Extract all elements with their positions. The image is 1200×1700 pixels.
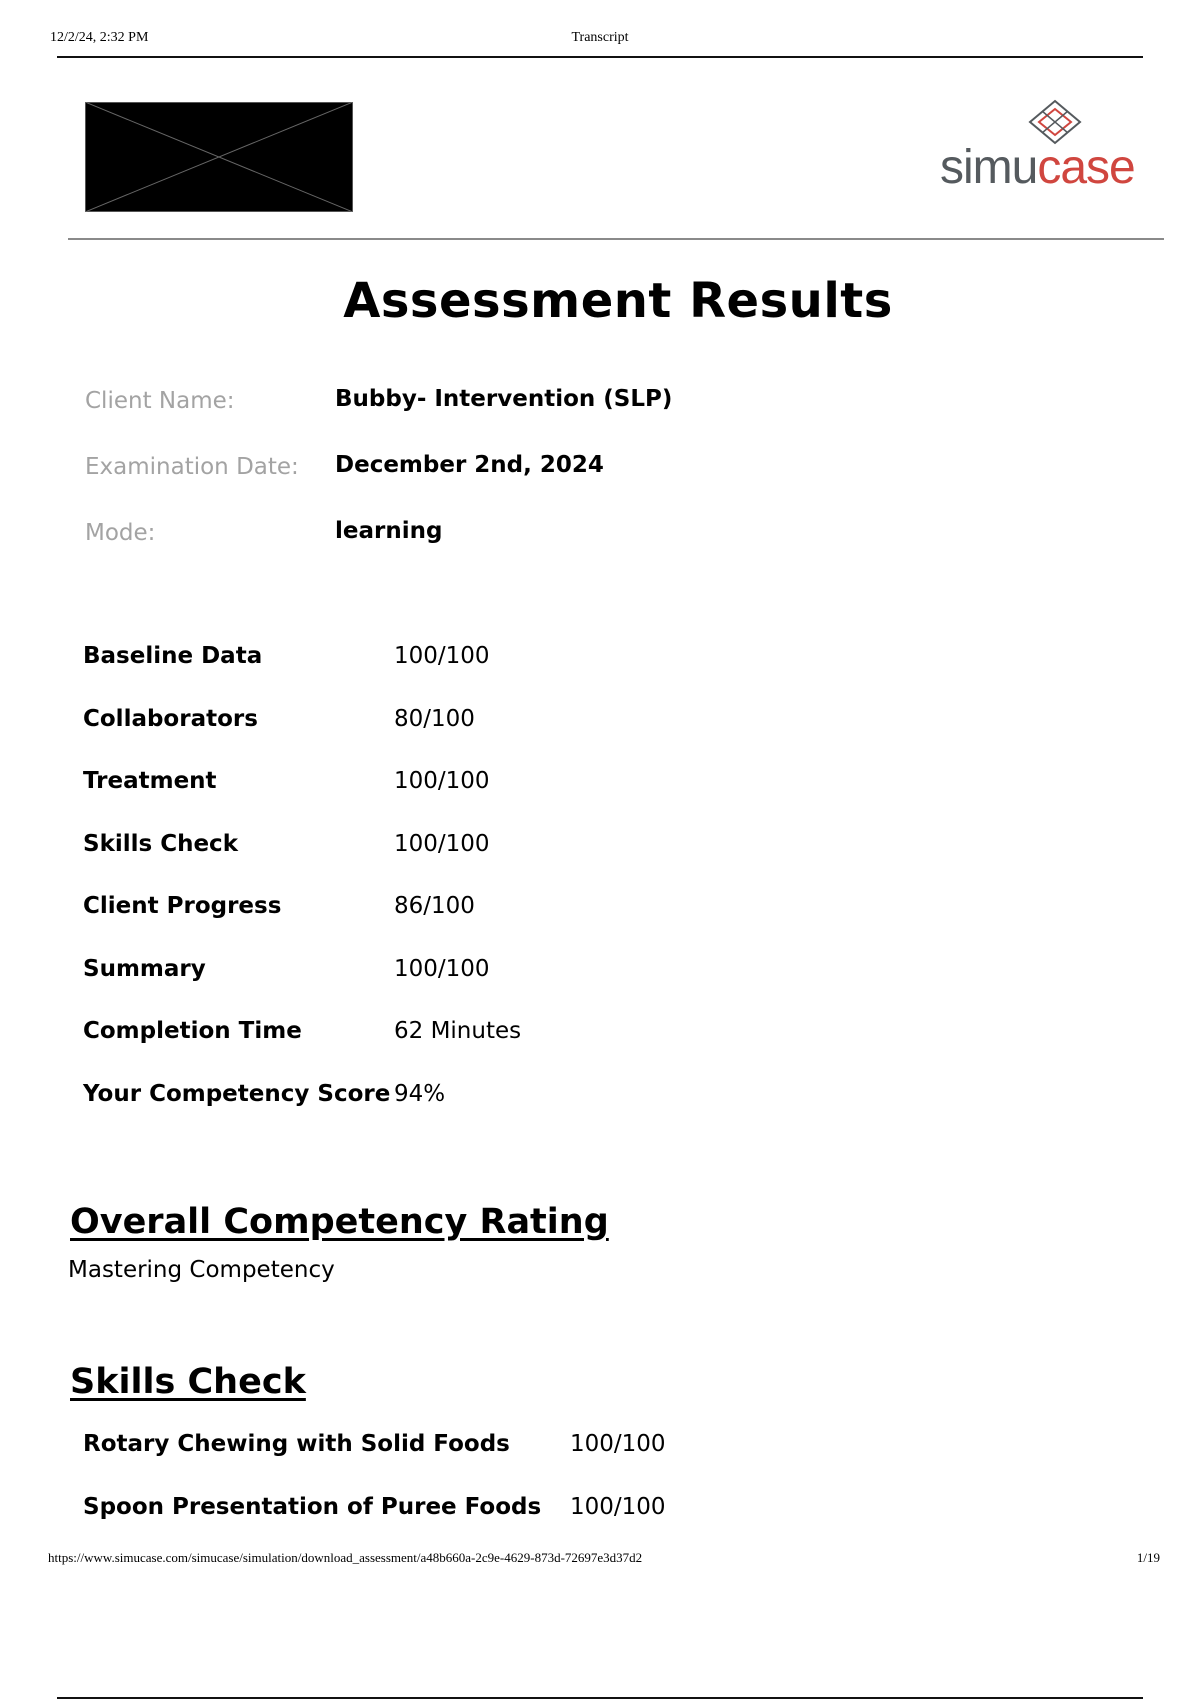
skill-label: Rotary Chewing with Solid Foods bbox=[83, 1431, 510, 1457]
overall-rating-value: Mastering Competency bbox=[68, 1257, 335, 1283]
page-number: 1/19 bbox=[1136, 1550, 1160, 1565]
score-label: Completion Time bbox=[83, 1018, 302, 1044]
print-datetime: 12/2/24, 2:32 PM bbox=[50, 30, 149, 45]
exam-date-label: Examination Date: bbox=[85, 454, 299, 480]
score-value: 94% bbox=[394, 1081, 446, 1107]
print-url: https://www.simucase.com/simucase/simulation/download_assessment/a48b660a-2c9e-4629-873d-72697e3d37d2 bbox=[48, 1550, 643, 1565]
mode-label: Mode: bbox=[85, 520, 156, 546]
footer-divider bbox=[57, 1697, 1143, 1699]
overall-rating-heading: Overall Competency Rating bbox=[70, 1202, 609, 1242]
skill-value: 100/100 bbox=[570, 1494, 666, 1520]
client-name-value: Bubby- Intervention (SLP) bbox=[335, 386, 673, 412]
score-label: Collaborators bbox=[83, 706, 258, 732]
skill-label: Spoon Presentation of Puree Foods bbox=[83, 1494, 542, 1520]
score-label: Baseline Data bbox=[83, 643, 263, 669]
score-label: Treatment bbox=[83, 768, 217, 794]
score-value: 100/100 bbox=[394, 831, 490, 857]
score-label: Client Progress bbox=[83, 893, 282, 919]
score-value: 100/100 bbox=[394, 956, 490, 982]
score-label: Summary bbox=[83, 956, 206, 982]
print-footer bbox=[48, 1550, 1160, 1570]
score-value: 86/100 bbox=[394, 893, 475, 919]
score-value: 62 Minutes bbox=[394, 1018, 522, 1044]
mode-value: learning bbox=[335, 518, 443, 544]
broken-image-icon bbox=[85, 102, 353, 212]
section-divider bbox=[68, 238, 1164, 240]
page-title: Assessment Results bbox=[343, 273, 893, 329]
score-label: Your Competency Score bbox=[83, 1081, 391, 1107]
simucase-logo bbox=[920, 98, 1180, 198]
score-value: 80/100 bbox=[394, 706, 475, 732]
exam-date-value: December 2nd, 2024 bbox=[335, 452, 604, 478]
score-value: 100/100 bbox=[394, 643, 490, 669]
skill-value: 100/100 bbox=[570, 1431, 666, 1457]
skills-check-heading: Skills Check bbox=[70, 1362, 306, 1402]
print-header bbox=[50, 30, 1150, 50]
brand-wordmark: simucase bbox=[940, 141, 1135, 194]
score-value: 100/100 bbox=[394, 768, 490, 794]
header-divider bbox=[57, 56, 1143, 58]
print-title: Transcript bbox=[571, 30, 629, 45]
client-name-label: Client Name: bbox=[85, 388, 235, 414]
score-label: Skills Check bbox=[83, 831, 238, 857]
